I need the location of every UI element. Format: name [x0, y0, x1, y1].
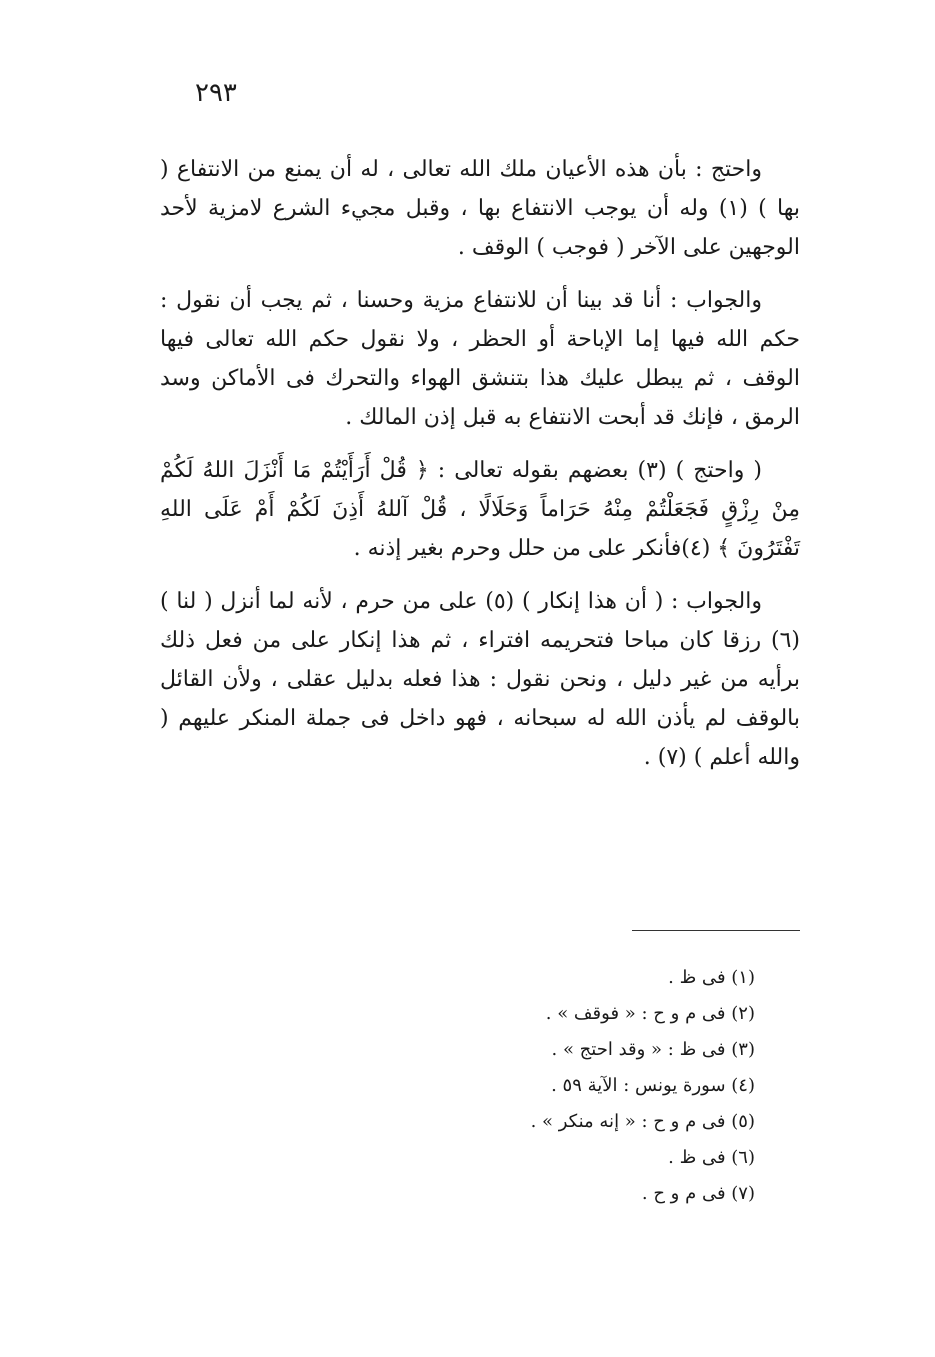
footnote: (٤) سورة يونس : الآية ٥٩ .	[551, 1075, 755, 1096]
footnote: (٢) فى م و ح : « فوقف » .	[545, 1003, 755, 1024]
footnote: (١) فى ظ .	[668, 967, 755, 988]
footnote: (٦) فى ظ .	[668, 1147, 755, 1168]
footnote: (٣) فى ظ : « وقد احتج » .	[551, 1039, 755, 1060]
footnote: (٧) فى م و ح .	[641, 1183, 755, 1204]
paragraph: واحتج : بأن هذه الأعيان ملك الله تعالى ، له أن يمنع من الانتفاع ( بها ) (١) وله أن يوجب الانتفاع بها ، وقبل مجيء الشرع لامزية لأحد الوجهين على الآخر ( فوجب ) الوقف .	[160, 157, 801, 260]
page-number: ٢٩٣	[195, 78, 237, 108]
paragraph: والجواب : أنا قد بينا أن للانتفاع مزية وحسنا ، ثم يجب أن نقول : حكم الله فيها إما الإباحة أو الحظر ، ولا نقول حكم الله تعالى فيها الوقف ، ثم يبطل عليك هذا بتنشق الهواء والتحرك فى الأماكن وسد الرمق ، فإنك قد أبحت الانتفاع به قبل إذن المالك .	[160, 288, 800, 430]
footnote-divider	[632, 930, 800, 931]
main-text	[160, 150, 800, 791]
footnotes	[355, 960, 755, 1212]
paragraph: ( واحتج ) (٣) بعضهم بقوله تعالى : ﴿ قُلْ أَرَأَيْتُمْ مَا أَنْزَلَ اللهُ لَكُمْ مِنْ رِزْقٍ فَجَعَلْتُمْ مِنْهُ حَرَاماً وَحَلَالًا ، قُلْ آللهُ أَذِنَ لَكُمْ أَمْ عَلَى اللهِ تَفْتَرُونَ ﴾ (٤)فأنكر على من حلل وحرم بغير إذنه .	[160, 458, 800, 561]
footnote: (٥) فى م و ح : « إنه منكر » .	[530, 1111, 755, 1132]
paragraph: والجواب : ( أن هذا إنكار ) (٥) على من حرم ، لأنه لما أنزل ( لنا ) (٦) رزقا كان مباحا فتحريمه افتراء ، ثم هذا إنكار على من فعل ذلك برأيه من غير دليل ، ونحن نقول : هذا فعله بدليل عقلى ، ولأن القائل بالوقف لم يأذن الله له سبحانه ، فهو داخل فى جملة المنكر عليهم ( والله أعلم ) (٧) .	[160, 589, 800, 770]
